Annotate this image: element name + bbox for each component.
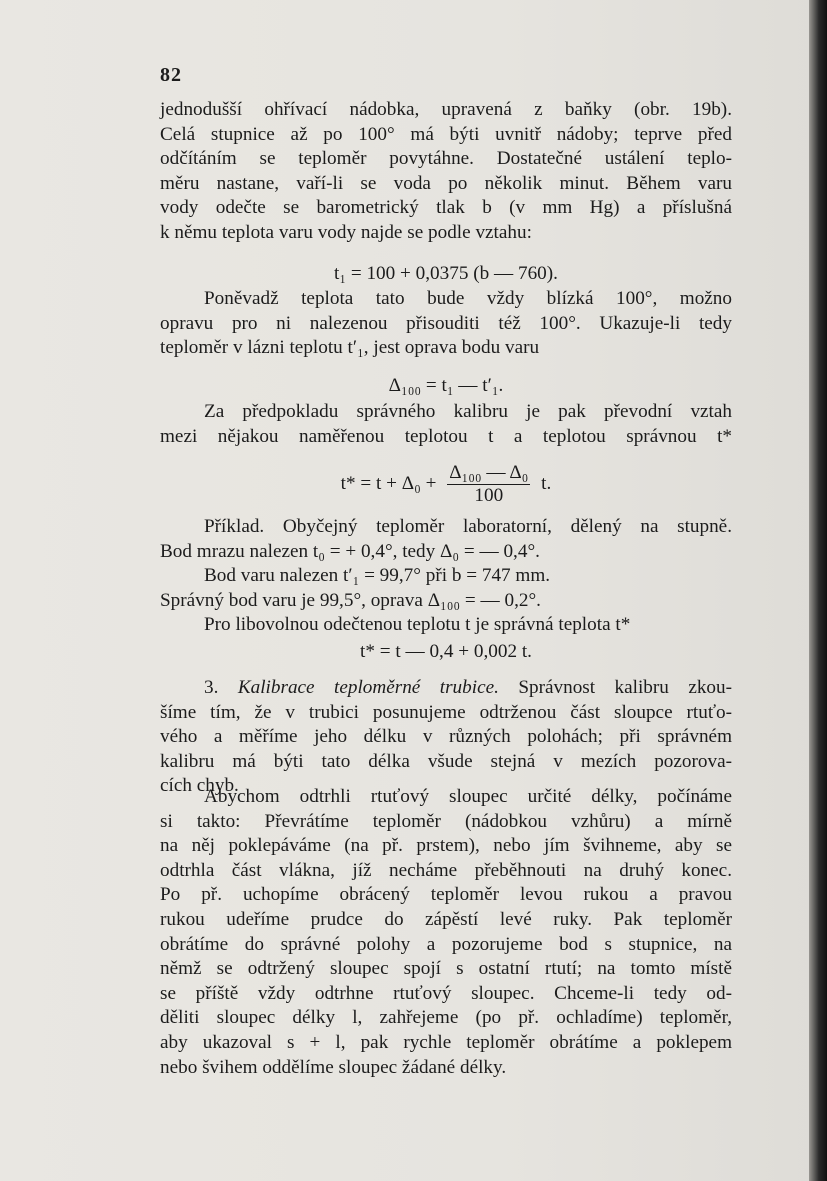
fraction-numerator: Δ₁₀₀ — Δ₀ [449, 462, 529, 483]
text-line: němž se odtržený sloupec spojí s ostatní rtutí; na tomto místě [160, 958, 732, 980]
paragraph-3 [160, 400, 732, 449]
text-line: Za předpokladu správného kalibru je pak převodní vztah [204, 401, 732, 422]
text-line: děliti sloupec délky l, zahřejeme (po př. ochladíme) teploměr, [160, 1007, 732, 1029]
text-line: se příště vždy odtrhne rtuťový sloupec. Chceme-li tedy od- [160, 982, 732, 1004]
equation-left: t* = t + Δ₀ + [340, 472, 437, 494]
equation-conversion [160, 462, 732, 507]
text-line: aby ukazoval s + l, pak rychle teploměr obrátíme a poklepem [160, 1031, 732, 1053]
text-line: opravu pro ni nalezenou přisouditi též 100°. Ukazuje-li tedy [160, 312, 732, 334]
fraction [447, 462, 530, 507]
section-heading-line [160, 676, 732, 701]
example-line: Správný bod varu je 99,5°, oprava Δ₁₀₀ = — 0,2°. [160, 589, 541, 611]
text-line: mezi nějakou naměřenou teplotou t a teplotou správnou t* [160, 425, 732, 447]
text-line: kalibru má býti tato délka všude stejná v mezích pozorova- [160, 750, 732, 772]
text-line: Celá stupnice až po 100° má býti uvnitř nádoby; teprve před [160, 123, 732, 145]
text-line: jednodušší ohřívací nádobka, upravená z baňky (obr. 19b). [160, 99, 732, 120]
text-line: šíme tím, že v trubici posunujeme odtrženou část sloupce rtuťo- [160, 701, 732, 723]
text-line: odtrhla část vlákna, jíž necháme přeběhnouti na druhý konec. [160, 859, 732, 881]
text-line: cích chyb. [160, 775, 239, 797]
section-first-line-rest: Správnost kalibru zkou- [518, 677, 732, 698]
text-line: Po př. uchopíme obrácený teploměr levou rukou a pravou [160, 884, 732, 906]
text-line: na něj poklepáváme (na př. prstem), nebo jím švihneme, aby se [160, 835, 732, 857]
example-line: Příklad. Obyčejný teploměr laboratorní, dělený na stupně. [204, 516, 732, 537]
text-line: si takto: Převrátíme teploměr (nádobkou vzhůru) a mírně [160, 810, 732, 832]
text-line: nebo švihem oddělíme sloupec žádané délky. [160, 1056, 507, 1078]
paragraph-1 [160, 98, 732, 246]
text-line: rukou udeříme prudce do zápěstí levé ruky. Pak teploměr [160, 908, 732, 930]
paragraph-2 [160, 287, 732, 361]
section-number: 3. [204, 677, 219, 698]
example-line: Pro libovolnou odečtenou teplotu t je správná teplota t* [204, 614, 631, 636]
page-number: 82 [160, 64, 182, 86]
paragraph-5 [160, 785, 732, 1080]
equation-example: t* = t — 0,4 + 0,002 t. [360, 641, 532, 662]
text-line: měru nastane, vaří-li se voda po několik minut. Během varu [160, 172, 732, 194]
text-line: vého a měříme jeho délku v různých polohách; při správném [160, 726, 732, 748]
text-line: teploměr v lázni teplotu t′₁, jest oprava bodu varu [160, 337, 540, 359]
text-line: Poněvadž teplota tato bude vždy blízká 100°, možno [204, 288, 732, 309]
example-line: Bod mrazu nalezen t₀ = + 0,4°, tedy Δ₀ = — 0,4°. [160, 540, 540, 562]
equation-boiling-point: t₁ = 100 + 0,0375 (b — 760). [334, 263, 558, 284]
text-line: k němu teplota varu vody najde se podle vztahu: [160, 221, 532, 243]
example-block [160, 515, 732, 638]
binding-gutter [809, 0, 827, 1181]
text-line: obrátíme do správné polohy a pozorujeme bod s stupnice, na [160, 933, 732, 955]
text-line: vody odečte se barometrický tlak b (v mm Hg) a příslušná [160, 197, 732, 219]
fraction-denominator: 100 [474, 485, 504, 506]
text-line: odčítáním se teploměr povytáhne. Dostatečné ustálení teplo- [160, 148, 732, 170]
text-line: Abychom odtrhli rtuťový sloupec určité délky, počínáme [204, 786, 732, 807]
section-title: Kalibrace teploměrné trubice. [237, 677, 499, 698]
section-3 [160, 676, 732, 799]
equation-correction-100: Δ₁₀₀ = t₁ — t′₁. [388, 375, 504, 396]
example-line: Bod varu nalezen t′₁ = 99,7° při b = 747 mm. [204, 565, 551, 587]
equation-right: t. [541, 472, 552, 494]
